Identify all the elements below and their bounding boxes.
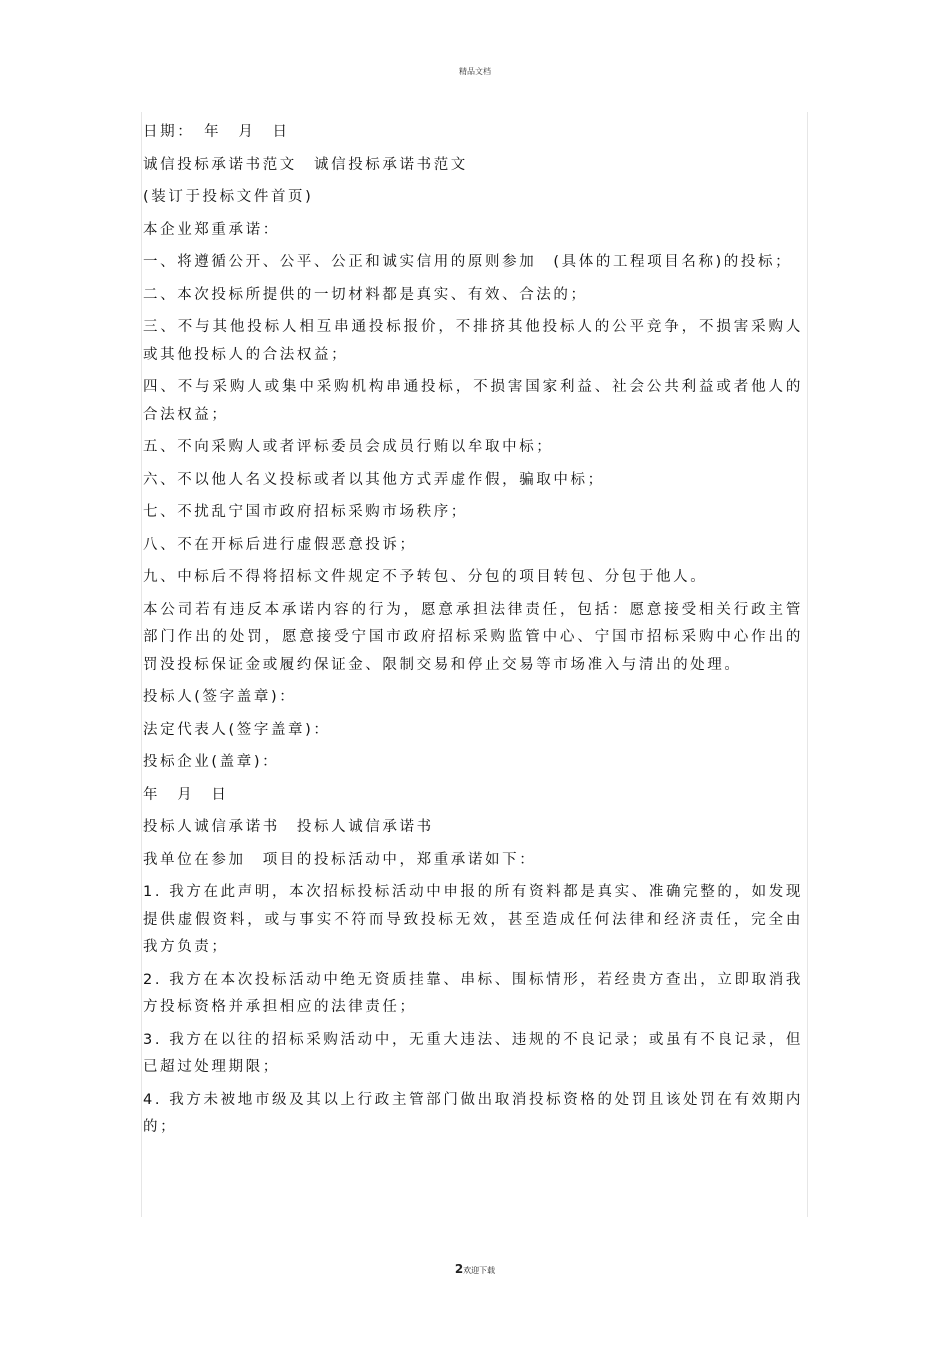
page-footer (0, 1262, 950, 1276)
paragraph-item-4: 四、不与采购人或集中采购机构串通投标，不损害国家利益、社会公共利益或者他人的合法权益； (143, 379, 803, 423)
paragraph-binding-note: (装订于投标文件首页) (143, 189, 314, 205)
document-body (143, 119, 803, 1147)
paragraph-numbered-1: 1. 我方在此声明，本次招标投标活动中申报的所有资料都是真实、准确完整的，如发现提供虚假资料，或与事实不符而导致投标无效，甚至造成任何法律和经济责任，完全由我方负责； (143, 884, 803, 955)
paragraph-title-1: 诚信投标承诺书范文 诚信投标承诺书范文 (143, 156, 468, 173)
paragraph-numbered-4: 4. 我方未被地市级及其以上行政主管部门做出取消投标资格的处罚且该处罚在有效期内的； (143, 1091, 803, 1135)
signature-date: 年 月 日 (143, 786, 229, 803)
paragraph-item-6: 六、不以他人名义投标或者以其他方式弄虚作假，骗取中标； (143, 471, 605, 488)
paragraph-numbered-3: 3. 我方在以往的招标采购活动中，无重大违法、违规的不良记录；或虽有不良记录，但已超过处理期限； (143, 1031, 803, 1075)
paragraph-pledge-intro: 本企业郑重承诺： (143, 221, 280, 238)
paragraph-numbered-2: 2. 我方在本次投标活动中绝无资质挂靠、串标、围标情形，若经贵方查出，立即取消我方投标资格并承担相应的法律责任； (143, 971, 803, 1015)
paragraph-liability: 本公司若有违反本承诺内容的行为，愿意承担法律责任，包括：愿意接受相关行政主管部门作出的处罚，愿意接受宁国市政府招标采购监管中心、宁国市招标采购中心作出的罚没投标保证金或履约保证金、限制交易和停止交易等市场准入与清出的处理。 (143, 601, 803, 673)
signature-company: 投标企业(盖章)： (143, 754, 280, 770)
page-header: 精品文档 (459, 67, 491, 76)
paragraph-item-8: 八、不在开标后进行虚假恶意投诉； (143, 536, 417, 553)
page-number: 2 (454, 1262, 464, 1276)
paragraph-item-3: 三、不与其他投标人相互串通投标报价，不排挤其他投标人的公平竞争，不损害采购人或其他投标人的合法权益； (143, 319, 803, 363)
paragraph-item-2: 二、本次投标所提供的一切材料都是真实、有效、合法的； (143, 286, 588, 303)
paragraph-pledge-intro-2: 我单位在参加 项目的投标活动中，郑重承诺如下： (143, 851, 537, 868)
signature-bidder: 投标人(签字盖章)： (143, 689, 297, 705)
paragraph-title-2: 投标人诚信承诺书 投标人诚信承诺书 (143, 819, 434, 835)
paragraph-item-9: 九、中标后不得将招标文件规定不予转包、分包的项目转包、分包于他人。 (143, 569, 708, 585)
footer-text: 欢迎下载 (463, 1266, 496, 1275)
paragraph-item-7: 七、不扰乱宁国市政府招标采购市场秩序； (143, 504, 468, 520)
paragraph-date: 日期： 年 月 日 (143, 124, 290, 140)
paragraph-item-1: 一、将遵循公开、公平、公正和诚实信用的原则参加 (具体的工程项目名称)的投标； (143, 254, 793, 270)
paragraph-item-5: 五、不向采购人或者评标委员会成员行贿以牟取中标； (143, 439, 554, 455)
signature-legal-rep: 法定代表人(签字盖章)： (143, 721, 331, 738)
